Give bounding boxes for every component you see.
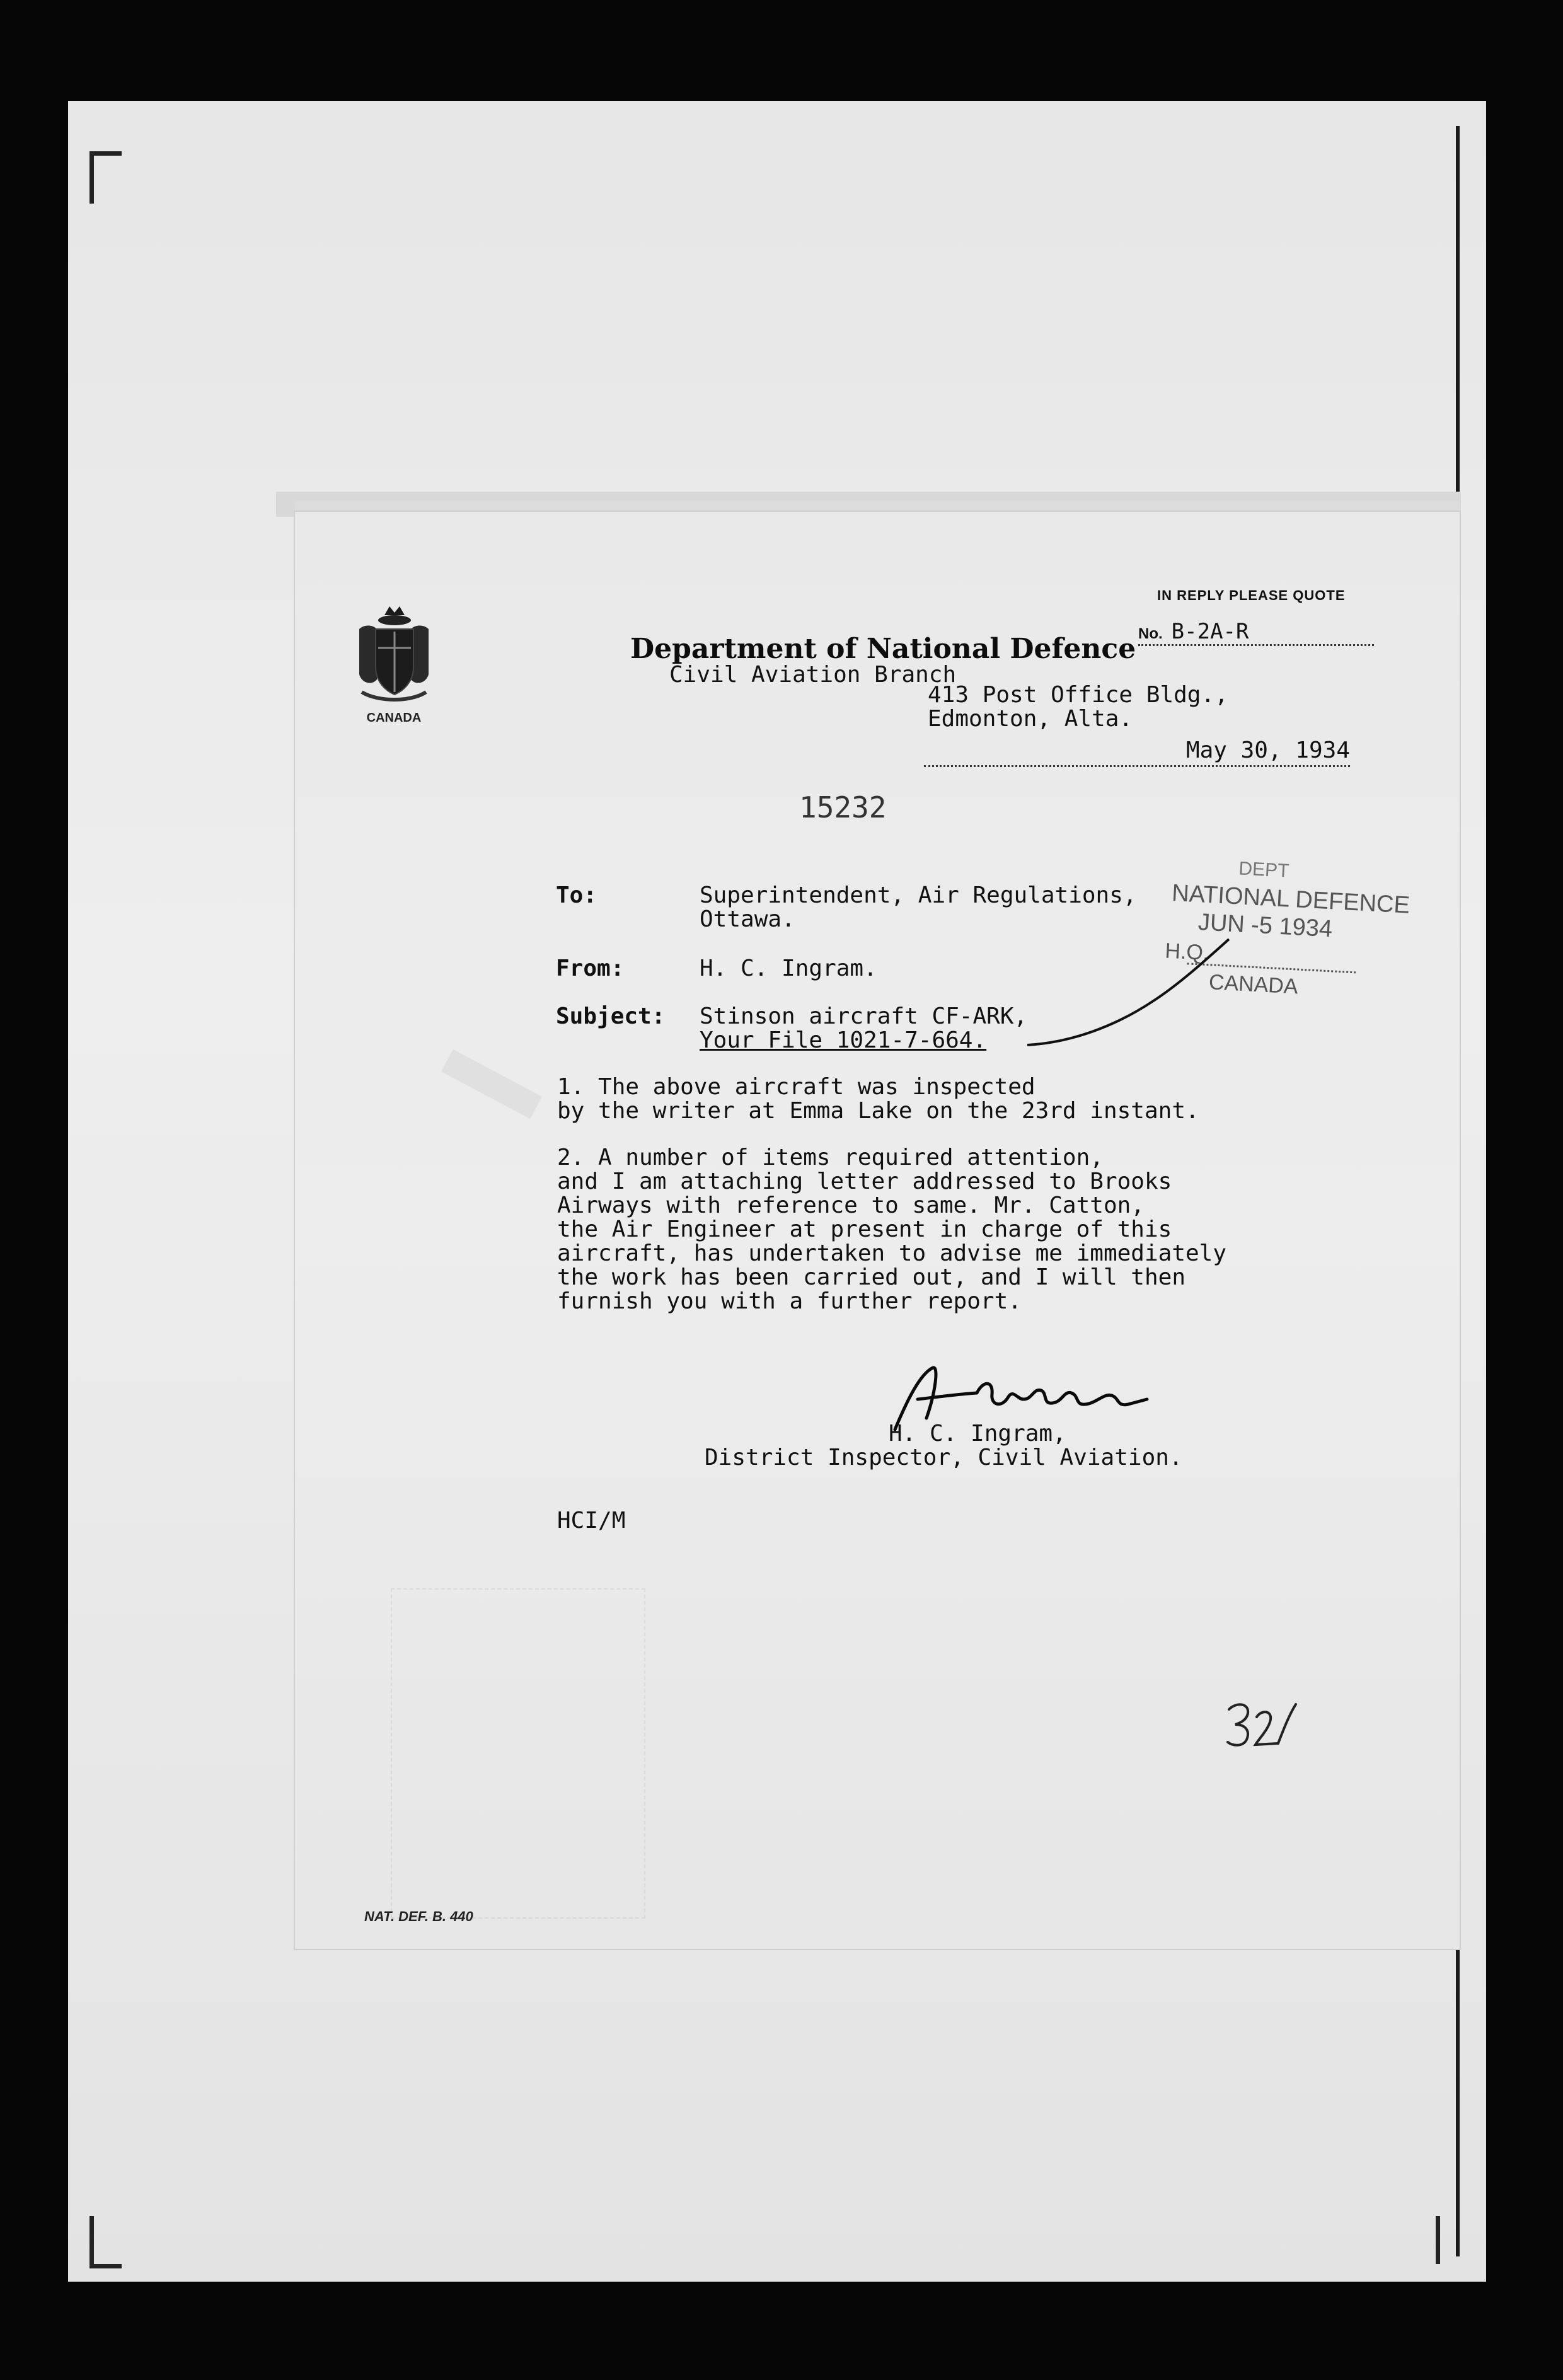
from-value: H. C. Ingram. [700, 956, 877, 981]
signer-title: District Inspector, Civil Aviation. [705, 1445, 1183, 1470]
from-label: From: [556, 956, 625, 981]
reference-number-value: B-2A-R [1171, 619, 1249, 644]
paragraph-2-line-7: furnish you with a further report. [557, 1288, 1022, 1314]
to-line-2: Ottawa. [700, 906, 795, 932]
signer-name: H. C. Ingram, [889, 1421, 1066, 1447]
paragraph-2-line-6: the work has been carried out, and I will then [557, 1264, 1185, 1290]
branch-name: Civil Aviation Branch [669, 662, 957, 688]
typist-initials: HCI/M [557, 1508, 626, 1534]
paragraph-1-line-1: 1. The above aircraft was inspected [557, 1074, 1035, 1100]
reference-number-label: No. [1138, 625, 1163, 642]
subject-label: Subject: [556, 1003, 666, 1029]
pen-stroke [1021, 932, 1235, 1051]
to-line-1: Superintendent, Air Regulations, [700, 882, 1137, 908]
subject-line-2: Your File 1021-7-664. [700, 1027, 987, 1053]
subject-line-1: Stinson aircraft CF-ARK, [700, 1003, 1028, 1029]
crop-mark-bottom-left [89, 2216, 122, 2268]
paragraph-2-line-3: Airways with reference to same. Mr. Catton, [557, 1193, 1145, 1218]
crest-label: CANADA [366, 711, 422, 725]
to-label: To: [556, 882, 597, 908]
stamp-line-national-defence: NATIONAL DEFENCE [1171, 879, 1410, 919]
paragraph-2-line-2: and I am attaching letter addressed to Brooks [557, 1169, 1172, 1194]
stamp-line-dept: DEPT [1238, 858, 1290, 882]
letter-date: May 30, 1934 [924, 737, 1350, 767]
paragraph-2-line-4: the Air Engineer at present in charge of this [557, 1216, 1172, 1242]
handwritten-margin-number [1224, 1695, 1300, 1752]
file-stamp-number: 15232 [799, 790, 887, 824]
address-line-2: Edmonton, Alta. [928, 706, 1133, 732]
stamp-line-date: JUN -5 1934 [1197, 909, 1334, 943]
stamp-line-hq: H.Q. [1164, 939, 1210, 966]
reply-quote-label: IN REPLY PLEASE QUOTE [1157, 587, 1346, 603]
address-line-1: 413 Post Office Bldg., [928, 682, 1228, 708]
reference-number [1138, 619, 1374, 646]
coat-of-arms-icon [353, 604, 435, 705]
faint-bleedthrough [391, 1588, 645, 1919]
paragraph-1-line-2: by the writer at Emma Lake on the 23rd instant. [557, 1098, 1199, 1124]
form-code: NAT. DEF. B. 440 [364, 1909, 473, 1924]
stamp-line-canada: CANADA [1208, 970, 1299, 999]
crop-mark-bottom-right [1436, 2216, 1440, 2264]
crop-mark-top-left [89, 151, 122, 204]
department-letterhead: Department of National Defence [630, 633, 1136, 665]
paragraph-2-line-5: aircraft, has undertaken to advise me immediately [557, 1240, 1227, 1266]
paragraph-2-line-1: 2. A number of items required attention, [557, 1145, 1104, 1170]
